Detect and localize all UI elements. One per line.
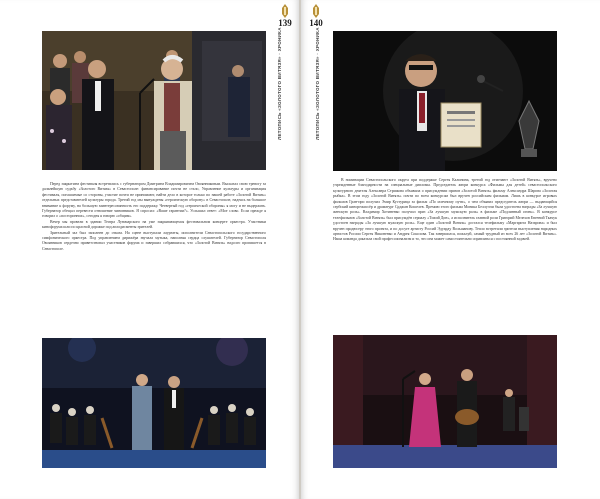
sidebar-caption: ЛЕТОПИСЬ «ЗОЛОТОГО ВИТЯЗЯ» · ХРОНИКА — [277, 27, 282, 140]
left-body-text — [42, 182, 266, 252]
page-number: 140 — [309, 18, 323, 28]
paragraph: В номинации Севастопольского округа при поддержке Сергея Калинина, третий год отмечают «Золотой Витязь», вручено учрежденные благодарности на специальные дипломы. Председатель жюри конкурса «Фильмы для детей» севастопольского культурного деятеля Алексанра Стрижова объявила о присуждении призов «Золотой Витязь» фильму Александра Шарова «Золотая рыбка». В этом году «Золотой Витязь» почти по всем конкурсам был вручен российским фильмам. Лишь в конкурсе игровых фильмов Гран-при получил Эмир Кустурица за фильм «По млечному пути», о чем объявил председатель жюри — выдающийся сербский кинорежиссёр и драматург Срджан Кошелев. Премию этого фильма Моника Беллуччи была удостоена награды «За лучшую женскую роль». Владимир Хотиненко получил приз «За лучшую мужскую роль» в фильме «Подлинный огонь». В конкурсе телефильмов «Золотой Витязь» был присуждён сериалу «Тихий Дон», а исполнитель главной роли Григорий Мелехов Евгений Ткачук удостоен награды «За лучшую мужскую роль». Еще один «Золотой Витязь» достался телефильму «Маргарита Назарова» и был вручен продюсеру этого проекта, и по досуге артисту Россий Эдуарду Вольшанову. Тепло встретили зрители выступления народных артистов России Сергея Никоненко и Андрея Соколова. Так завершился, пожалуй, самый трудный из всех 26 лет «Золотой Витязь». Наша команда доказала свой профессионализм и то, что она может самостоятельно справляться с постоянной задачей. — [333, 178, 557, 242]
paragraph: Перед закрытием фестиваля встретились с губернатором Дмитрием Владимировичем Овсянниковым. Высказал свою тревогу за дальнейшую судьбу «Золотого Витязя» в Севастополе: финансирование почти не стало, Управление культуры и организация фестиваля, погашаемые со стороны, участие почти не принимают, найти дело в которое только по нашей работе «Золотой Витязь» отдельных представителей культуры города. Третий год мы вынуждены «героическую оборону» в Севастополе, надеясь на большое внимание к форуму, на большую заинтересованность его поддержку. Четвертый год «героической обороны» я могу и не выдержать. Губернатор обещал перевести отношение чиновников. Я спросил: «Ваше гарантии?». Услышал ответ: «Мое слово. Если прежде я говорил о «посторонних», сегодня я говорю «общим». — [42, 182, 266, 219]
stage-performance-photo — [333, 335, 557, 468]
right-page — [301, 0, 600, 499]
page-number-right — [301, 4, 331, 28]
sidebar-caption: ЛЕТОПИСЬ «ЗОЛОТОГО ВИТЯЗЯ» · ХРОНИКА — [315, 27, 320, 140]
golden-knight-emblem-icon — [311, 4, 321, 18]
left-page — [0, 0, 299, 499]
paragraph: Зрительный зал был заполнен до отказа. На сцене выступали лауреаты, исполнители Севастопольского государственного симфонического оркестра. Под управлением дирижёра звучала музыка, наполняя сердца слушателей. Губернатор Севастополя Овсянников сердечно приветствовал участников форума и завершил собравшихся, что «Золотой Витязь» надолго пропишется в Севастополе. — [42, 230, 266, 251]
orchestra-stage-photo — [42, 338, 266, 468]
page-number-left — [270, 4, 299, 28]
page-number: 139 — [278, 18, 292, 28]
ceremony-speech-photo — [42, 31, 266, 170]
paragraph: Вечер мы провели в здании Театра Луначарского на уже закрывающемся фестивальном концерте оркестра. Участники кинофорума шли по красной дорожке под аплодисменты зрителей. — [42, 219, 266, 230]
award-winner-photo — [333, 31, 557, 171]
right-body-text — [333, 178, 557, 243]
golden-knight-emblem-icon — [280, 4, 290, 18]
